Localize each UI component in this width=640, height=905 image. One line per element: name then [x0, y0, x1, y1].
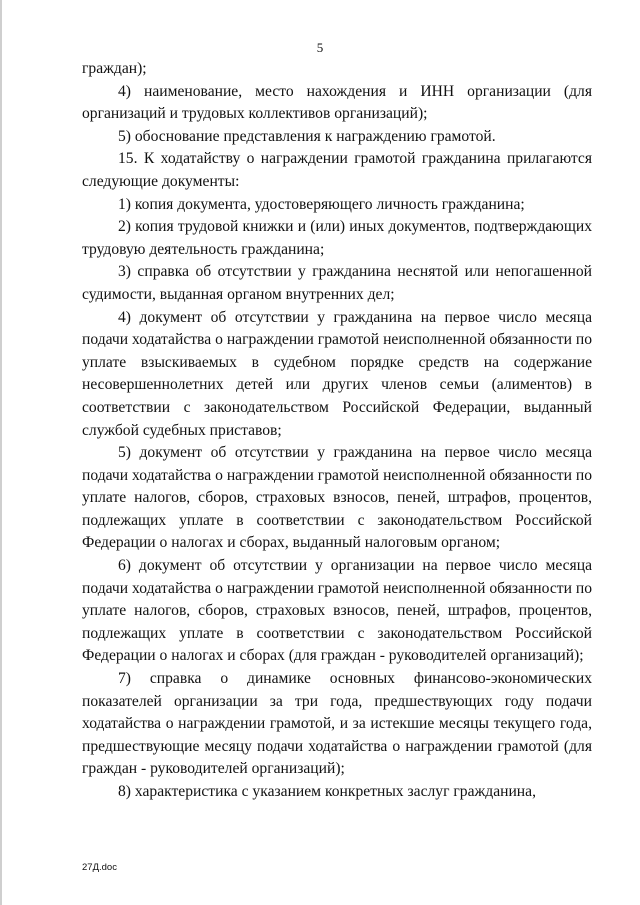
scan-edge [0, 0, 2, 905]
document-item-5: 5) документ об отсутствии у гражданина на первое число месяца подачи ходатайства о награждении грамотой неисполненной обязанности по уплате налогов, сборов, страховых взносов, пеней, штрафов, процентов, подлежащих уплате в соответствии с законодательством Российской Федерации о налогах и сборах, выданный налоговым органом; [82, 444, 592, 552]
section-15-heading: 15. К ходатайству о награждении грамотой гражданина прилагаются следующие документы: [82, 150, 592, 190]
document-body [82, 58, 592, 804]
document-item-3: 3) справка об отсутствии у гражданина неснятой или непогашенной судимости, выданная органом внутренних дел; [82, 263, 592, 303]
document-item-2: 2) копия трудовой книжки и (или) иных документов, подтверждающих трудовую деятельность гражданина; [82, 218, 592, 258]
paragraph-continuation: граждан); [82, 60, 147, 77]
document-item-1: 1) копия документа, удостоверяющего личность гражданина; [118, 195, 525, 213]
page-number: 5 [316, 40, 324, 55]
document-item-8: 8) характеристика с указанием конкретных заслуг гражданина, [118, 783, 536, 800]
list-item-4-organization-info: 4) наименование, место нахождения и ИНН организации (для организаций и трудовых коллективов организаций); [82, 82, 592, 123]
document-item-7: 7) справка о динамике основных финансово-экономических показателей организации за три года, предшествующих году подачи ходатайства о награждении грамотой, и за истекшие месяцы текущего года, предшествующие месяцу подачи ходатайства о награждении грамотой (для граждан - руководителей организаций); [82, 670, 592, 778]
list-item-5-justification: 5) обоснование представления к награждению грамотой. [118, 127, 496, 145]
footer-filename: 27Д.doc [82, 862, 117, 873]
document-item-6: 6) документ об отсутствии у организации на первое число месяца подачи ходатайства о награждении грамотой неисполненной обязанности по уплате налогов, сборов, страховых взносов, пеней, штрафов, процентов, подлежащих уплате в соответствии с законодательством Российской Федерации о налогах и сборах (для граждан - руководителей организаций); [82, 557, 592, 665]
document-item-4: 4) документ об отсутствии у гражданина на первое число месяца подачи ходатайства о награждении грамотой неисполненной обязанности по уплате взыскиваемых в судебном порядке средств на содержание несовершеннолетних детей или других членов семьи (алиментов) в соответствии с законодательством Российской Федерации, выданный службой судебных приставов; [82, 308, 592, 439]
